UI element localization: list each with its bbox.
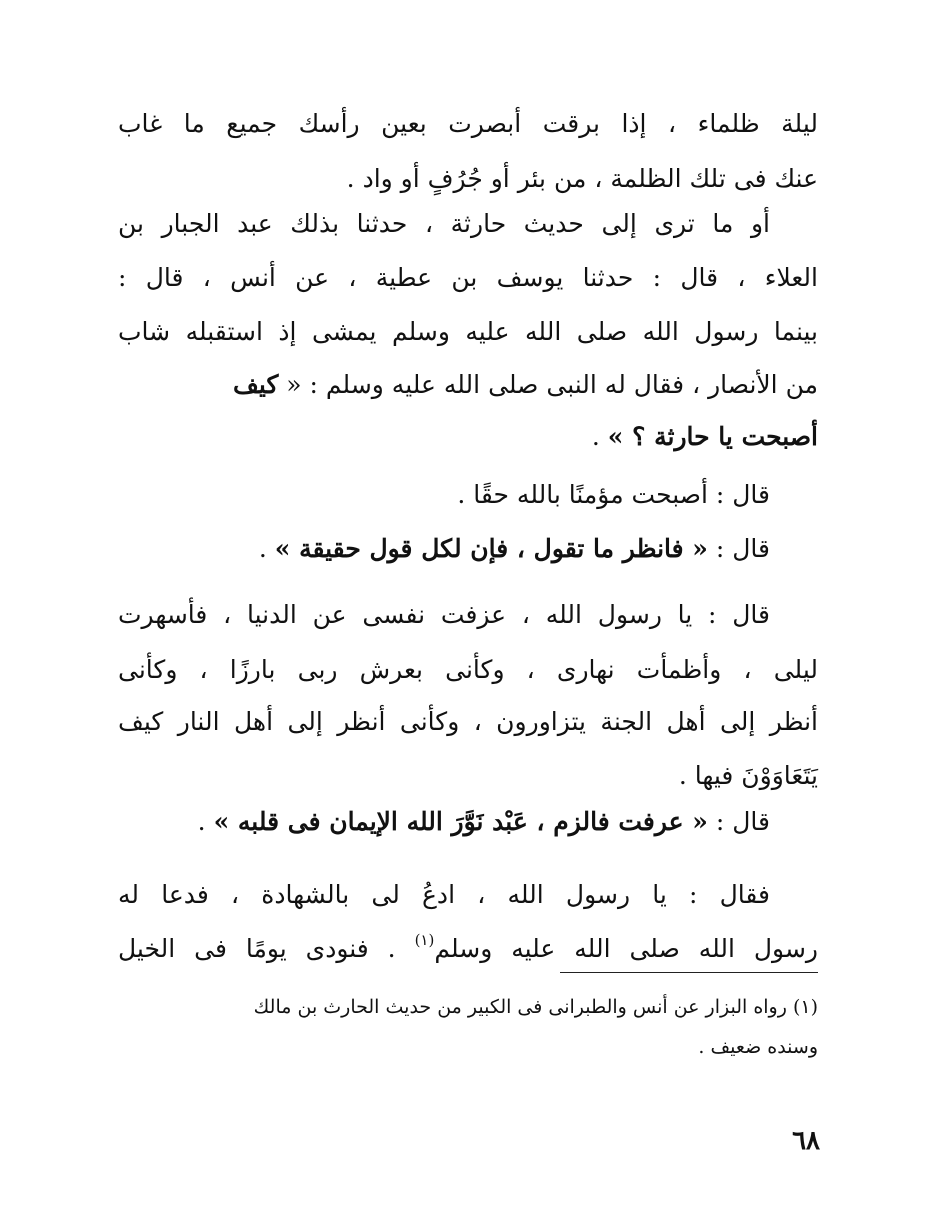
text-line-6 <box>118 366 818 404</box>
text-line-2: عنك فى تلك الظلمة ، من بئر أو جُرُفٍ أو واد . <box>346 164 818 193</box>
text-line-14-bold: « عرفت فالزم ، عَبْد نَوَّرَ الله الإيمان فى قلبه » <box>213 807 708 836</box>
text-line-6-plain: من الأنصار ، فقال له النبى صلى الله عليه وسلم : « <box>286 370 818 399</box>
text-line-5: بينما رسول الله صلى الله عليه وسلم يمشى إذ استقبله شاب <box>118 317 818 346</box>
text-line-9 <box>118 530 818 568</box>
text-line-9-bold: « فانظر ما تقول ، فإن لكل قول حقيقة » <box>274 534 708 563</box>
text-line-14-end: . <box>197 807 214 836</box>
text-line-6-bold: كيف <box>233 370 279 399</box>
text-line-8: قال : أصبحت مؤمنًا بالله حقًا . <box>457 480 770 509</box>
text-line-3: أو ما ترى إلى حديث حارثة ، حدثنا بذلك عبد الجبار بن <box>118 209 770 238</box>
footnote-rule <box>560 972 818 973</box>
text-line-1: ليلة ظلماء ، إذا برقت أبصرت بعين رأسك جميع ما غاب <box>118 109 818 138</box>
text-line-9-end: . <box>258 534 275 563</box>
text-line-16 <box>118 930 818 968</box>
text-line-7-bold: أصبحت يا حارثة ؟ » <box>607 422 818 451</box>
footnote-marker: (١) <box>414 931 435 949</box>
text-line-14 <box>118 803 818 841</box>
page-number: ٦٨ <box>792 1126 820 1156</box>
text-line-7 <box>118 418 818 456</box>
text-line-15: فقال : يا رسول الله ، ادعُ لى بالشهادة ، فدعا له <box>118 880 770 909</box>
text-line-13: يَتَعَاوَوْنَ فيها . <box>678 761 818 790</box>
text-line-16-plain: رسول الله صلى الله عليه وسلم <box>434 934 818 963</box>
text-line-9-plain: قال : <box>707 534 770 563</box>
text-line-12: أنظر إلى أهل الجنة يتزاورون ، وكأنى أنظر إلى أهل النار كيف <box>118 707 818 736</box>
text-line-7-plain: . <box>591 422 608 451</box>
footnote-line-2: وسنده ضعيف . <box>698 1036 818 1058</box>
text-line-16-end: . فنودى يومًا فى الخيل <box>118 934 415 963</box>
text-line-14-plain: قال : <box>707 807 770 836</box>
footnote-line-1: (١) رواه البزار عن أنس والطبرانى فى الكبير من حديث الحارث بن مالك <box>253 996 818 1018</box>
text-line-4: العلاء ، قال : حدثنا يوسف بن عطية ، عن أنس ، قال : <box>118 263 818 292</box>
text-line-10: قال : يا رسول الله ، عزفت نفسى عن الدنيا ، فأسهرت <box>118 600 770 629</box>
text-line-11: ليلى ، وأظمأت نهارى ، وكأنى بعرش ربى بارزًا ، وكأنى <box>118 655 818 684</box>
